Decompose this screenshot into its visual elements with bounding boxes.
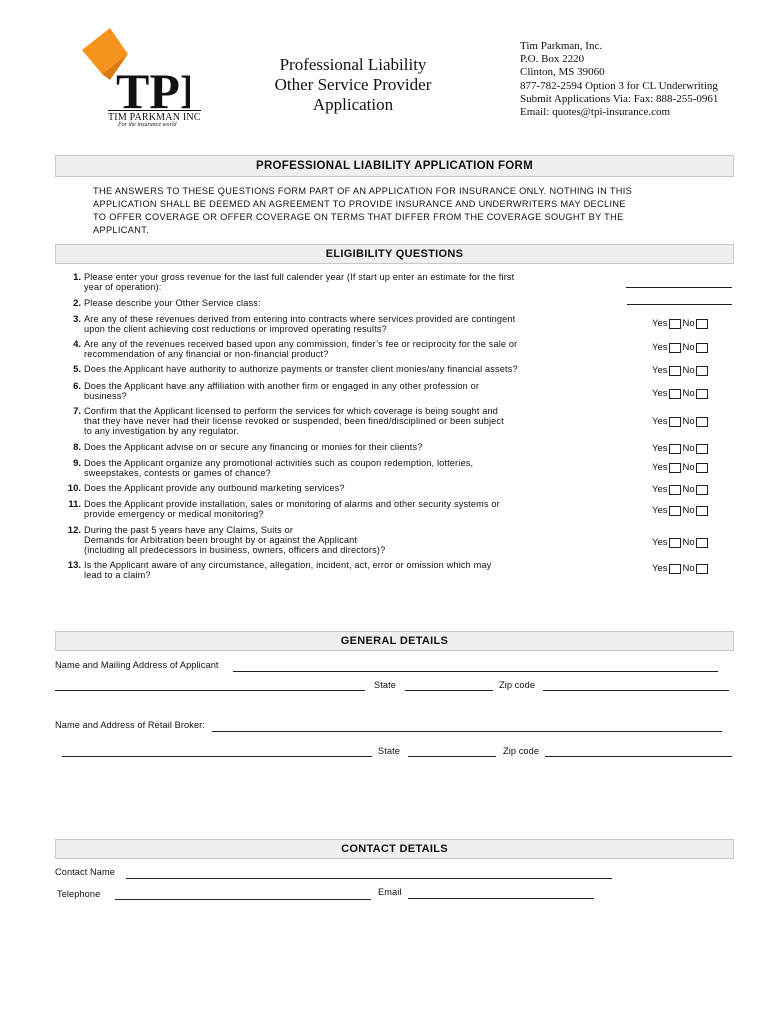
- disclaimer-line: APPLICATION SHALL BE DEEMED AN AGREEMENT TO PROVIDE INSURANCE AND UNDERWRITERS MAY DECLINE: [93, 199, 626, 209]
- question-line: Demands for Arbitration been brought by or against the Applicant: [84, 535, 358, 545]
- question-line: Please describe your Other Service class:: [84, 298, 261, 308]
- question-text: [84, 339, 554, 359]
- no-checkbox[interactable]: [696, 417, 708, 427]
- yes-no-group: [652, 563, 710, 574]
- no-checkbox[interactable]: [696, 444, 708, 454]
- question-text: [84, 381, 554, 401]
- question-number: 12.: [67, 525, 81, 536]
- no-checkbox[interactable]: [696, 463, 708, 473]
- yes-label: Yes: [652, 505, 668, 516]
- question-line: Does the Applicant have authority to authorize payments or transfer client monies/any financial assets?: [84, 364, 518, 374]
- question-line: Does the Applicant advise on or secure any financing or monies for their clients?: [84, 442, 423, 452]
- question-line: sweepstakes, contests or games of chance?: [84, 468, 271, 478]
- address-line: Submit Applications Via: Fax: 888-255-0961: [520, 92, 719, 105]
- broker-state-label: State: [378, 746, 400, 756]
- no-label: No: [682, 416, 695, 427]
- yes-checkbox[interactable]: [669, 366, 681, 376]
- question-line: During the past 5 years have any Claims, Suits or: [84, 525, 294, 535]
- question-text: [84, 483, 554, 493]
- title-line-2: Other Service Provider: [274, 75, 432, 94]
- yes-label: Yes: [652, 318, 668, 329]
- question-line: Does the Applicant organize any promotional activities such as coupon redemption, lotteries,: [84, 458, 474, 468]
- yes-checkbox[interactable]: [669, 319, 681, 329]
- title-line-3: Application: [312, 95, 394, 114]
- no-checkbox[interactable]: [696, 485, 708, 495]
- yes-label: Yes: [652, 563, 668, 574]
- yes-checkbox[interactable]: [669, 538, 681, 548]
- answer-field[interactable]: [626, 287, 732, 288]
- applicant-state-field[interactable]: [405, 690, 493, 691]
- no-checkbox[interactable]: [696, 538, 708, 548]
- applicant-label: Name and Mailing Address of Applicant: [55, 660, 219, 670]
- question-text: [84, 458, 554, 478]
- question-text: [84, 499, 554, 519]
- yes-no-group: [652, 342, 710, 353]
- question-text: [84, 525, 554, 555]
- no-checkbox[interactable]: [696, 319, 708, 329]
- question-line: that they have never had their license revoked or suspended, been fined/disciplined or been subject: [84, 416, 504, 426]
- question-number: 3.: [73, 314, 81, 325]
- title-line-1: Professional Liability: [279, 55, 427, 74]
- question-line: provide emergency or medical monitoring?: [84, 509, 264, 519]
- question-line: Does the Applicant provide installation, sales or monitoring of alarms and other security systems or: [84, 499, 500, 509]
- yes-no-group: [652, 318, 710, 329]
- question-line: Is the Applicant aware of any circumstance, allegation, incident, act, error or omission which may: [84, 560, 492, 570]
- question-text: [84, 364, 554, 374]
- question-line: Are any of the revenues received based upon any commission, finder’s fee or reciprocity for the sale or: [84, 339, 518, 349]
- question-line: lead to a claim?: [84, 570, 151, 580]
- yes-checkbox[interactable]: [669, 389, 681, 399]
- address-line: 877-782-2594 Option 3 for CL Underwriting: [520, 79, 718, 92]
- email-label: Email: [378, 887, 402, 897]
- contact-name-field[interactable]: [126, 878, 612, 879]
- disclaimer-line: THE ANSWERS TO THESE QUESTIONS FORM PART OF AN APPLICATION FOR INSURANCE ONLY. NOTHING IN THIS: [93, 186, 633, 196]
- no-label: No: [682, 342, 695, 353]
- applicant-name-field[interactable]: [233, 671, 718, 672]
- no-label: No: [682, 318, 695, 329]
- yes-checkbox[interactable]: [669, 564, 681, 574]
- question-text: [84, 560, 554, 580]
- broker-label: Name and Address of Retail Broker:: [55, 720, 205, 730]
- yes-no-group: [652, 388, 710, 399]
- question-line: year of operation):: [84, 282, 162, 292]
- address-email: Email: quotes@tpi-insurance.com: [520, 106, 671, 119]
- eligibility-header: ELIGIBILITY QUESTIONS: [55, 244, 734, 264]
- address-line: Clinton, MS 39060: [520, 66, 605, 79]
- question-line: to any investigation by any regulator.: [84, 426, 239, 436]
- question-line: Does the Applicant provide any outbound marketing services?: [84, 483, 345, 493]
- no-checkbox[interactable]: [696, 506, 708, 516]
- question-text: [84, 406, 554, 436]
- yes-label: Yes: [652, 342, 668, 353]
- general-details-header: GENERAL DETAILS: [55, 631, 734, 651]
- question-text: [84, 272, 554, 292]
- yes-label: Yes: [652, 416, 668, 427]
- question-line: (including all predecessors in business, owners, officers and directors)?: [84, 545, 386, 555]
- telephone-label: Telephone: [57, 889, 101, 899]
- logo-text: TPI: [116, 63, 190, 119]
- question-line: upon the client achieving cost reductions or improved operating results?: [84, 324, 387, 334]
- applicant-state-label: State: [374, 680, 396, 690]
- broker-state-field[interactable]: [408, 756, 496, 757]
- yes-checkbox[interactable]: [669, 343, 681, 353]
- broker-address-field[interactable]: [62, 756, 372, 757]
- disclaimer-line: APPLICANT.: [93, 225, 150, 235]
- question-line: Please enter your gross revenue for the last full calender year (If start up enter an estimate for the first: [84, 272, 515, 282]
- no-label: No: [682, 365, 695, 376]
- broker-zip-field[interactable]: [545, 756, 732, 757]
- question-line: business?: [84, 391, 127, 401]
- address-line: P.O. Box 2220: [520, 53, 585, 66]
- question-line: Are any of these revenues derived from entering into contracts where services provided are contingent: [84, 314, 516, 324]
- question-number: 10.: [67, 483, 81, 494]
- no-label: No: [682, 484, 695, 495]
- yes-no-group: [652, 537, 710, 548]
- question-number: 8.: [73, 442, 81, 453]
- yes-no-group: [652, 484, 710, 495]
- form-title: PROFESSIONAL LIABILITY APPLICATION FORM: [55, 155, 734, 177]
- applicant-address-field[interactable]: [55, 690, 365, 691]
- no-checkbox[interactable]: [696, 564, 708, 574]
- question-number: 4.: [73, 339, 81, 350]
- no-checkbox[interactable]: [696, 343, 708, 353]
- yes-checkbox[interactable]: [669, 444, 681, 454]
- disclaimer: [93, 185, 693, 237]
- question-number: 5.: [73, 364, 81, 375]
- address-line: Tim Parkman, Inc.: [520, 40, 603, 52]
- broker-zip-label: Zip code: [503, 746, 540, 756]
- question-line: Does the Applicant have any affiliation with another firm or engaged in any other profession or: [84, 381, 480, 391]
- telephone-field[interactable]: [115, 899, 371, 900]
- disclaimer-line: TO OFFER COVERAGE OR OFFER COVERAGE ON TERMS THAT DIFFER FROM THE COVERAGE SOUGHT BY THE: [93, 212, 624, 222]
- company-address: [520, 40, 718, 119]
- question-number: 6.: [73, 381, 81, 392]
- logo-company-name: TIM PARKMAN INC: [108, 112, 201, 123]
- question-number: 2.: [73, 298, 81, 309]
- yes-label: Yes: [652, 365, 668, 376]
- no-label: No: [682, 563, 695, 574]
- contact-details-header: CONTACT DETAILS: [55, 839, 734, 859]
- broker-name-field[interactable]: [212, 731, 722, 732]
- yes-no-group: [652, 443, 710, 454]
- yes-label: Yes: [652, 388, 668, 399]
- yes-no-group: [652, 416, 710, 427]
- yes-label: Yes: [652, 537, 668, 548]
- question-line: Confirm that the Applicant licensed to perform the services for which coverage is being sought and: [84, 406, 499, 416]
- question-number: 7.: [73, 406, 81, 417]
- no-label: No: [682, 462, 695, 473]
- question-text: [84, 442, 554, 452]
- yes-checkbox[interactable]: [669, 506, 681, 516]
- no-label: No: [682, 537, 695, 548]
- yes-label: Yes: [652, 484, 668, 495]
- yes-checkbox[interactable]: [669, 463, 681, 473]
- no-label: No: [682, 388, 695, 399]
- no-checkbox[interactable]: [696, 389, 708, 399]
- yes-label: Yes: [652, 443, 668, 454]
- yes-checkbox[interactable]: [669, 485, 681, 495]
- question-number: 13.: [67, 560, 81, 571]
- question-line: recommendation of any financial or non-financial product?: [84, 349, 329, 359]
- no-checkbox[interactable]: [696, 366, 708, 376]
- no-label: No: [682, 505, 695, 516]
- email-field[interactable]: [408, 898, 594, 899]
- yes-no-group: [652, 462, 710, 473]
- question-number: 11.: [68, 499, 81, 510]
- question-number: 1.: [73, 272, 81, 283]
- document-title: [268, 55, 438, 115]
- question-text: [84, 314, 554, 334]
- applicant-zip-field[interactable]: [543, 690, 729, 691]
- yes-no-group: [652, 365, 710, 376]
- question-number: 9.: [73, 458, 81, 469]
- no-label: No: [682, 443, 695, 454]
- logo-tagline: For the insurance world: [118, 122, 177, 128]
- applicant-zip-label: Zip code: [499, 680, 536, 690]
- answer-field[interactable]: [627, 304, 732, 305]
- question-text: [84, 298, 554, 308]
- yes-checkbox[interactable]: [669, 417, 681, 427]
- yes-label: Yes: [652, 462, 668, 473]
- yes-no-group: [652, 505, 710, 516]
- contact-name-label: Contact Name: [55, 867, 115, 877]
